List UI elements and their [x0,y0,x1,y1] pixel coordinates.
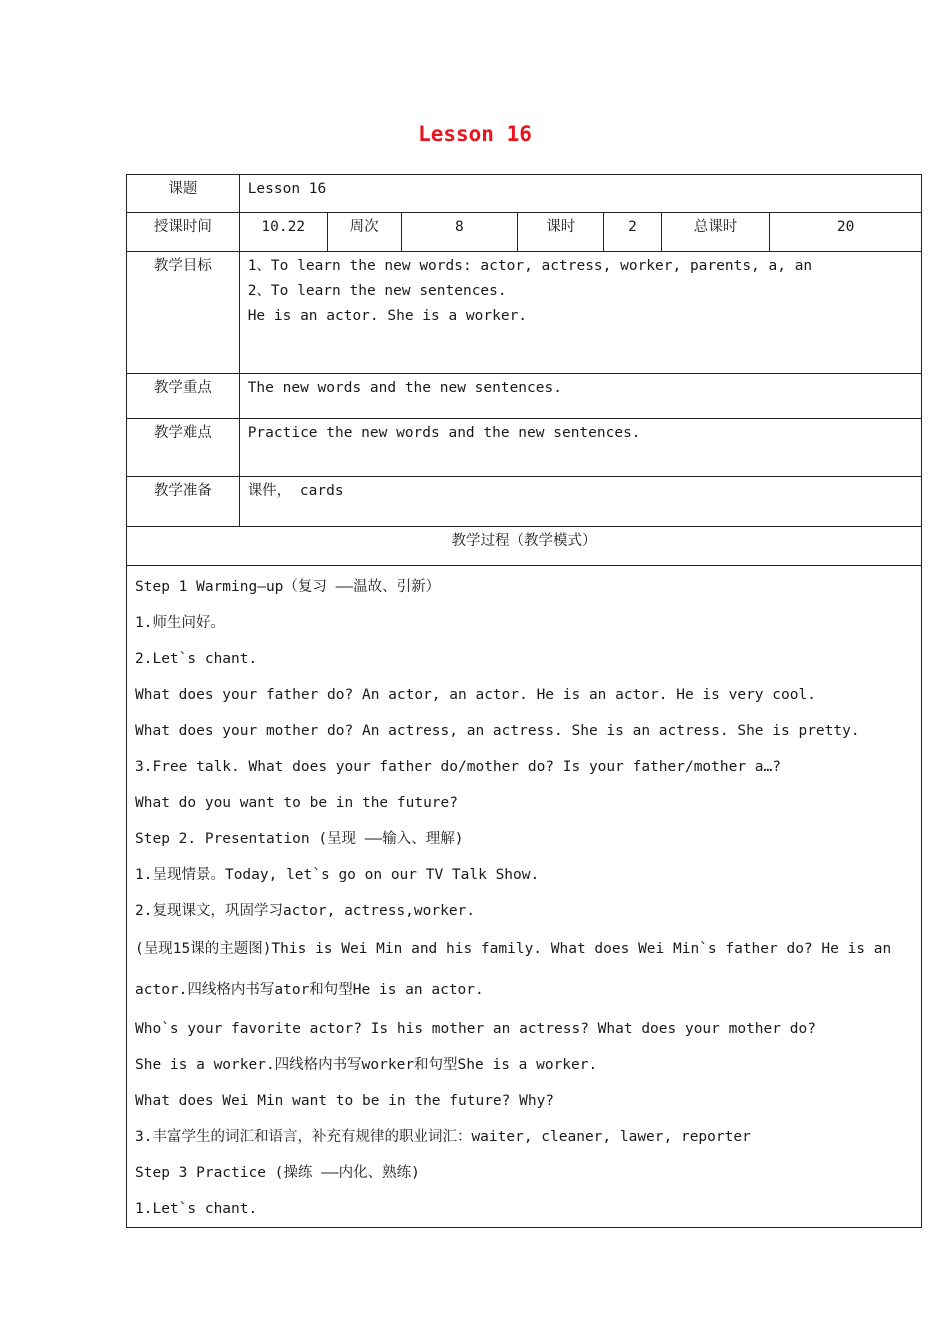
process-line: 3.丰富学生的词汇和语言，补充有规律的职业词汇：waiter, cleaner, lawer, reporter [135,1129,751,1145]
time-value: 10.22 [239,213,327,252]
week-value: 8 [401,213,518,252]
preparation-value: 课件， cards [239,477,921,527]
process-header-row [127,527,922,566]
document-title: Lesson 16 [418,122,532,146]
difficulty-label: 教学难点 [127,419,240,477]
total-label: 总课时 [661,213,770,252]
process-line: Step 3 Practice (操练 ——内化、熟练) [135,1165,420,1181]
objectives-label: 教学目标 [127,252,240,374]
topic-label: 课题 [127,175,240,213]
process-line: 1.Let`s chant. [135,1201,258,1217]
process-line: 1.呈现情景。Today, let`s go on our TV Talk Show. [135,867,540,883]
week-label: 周次 [327,213,401,252]
process-line: Step 2. Presentation (呈现 ——输入、理解) [135,831,464,847]
difficulty-row [127,419,922,477]
objectives-value [239,252,921,374]
topic-row [127,175,922,213]
total-value: 20 [770,213,922,252]
preparation-row [127,477,922,527]
process-content [127,566,922,1228]
topic-value: Lesson 16 [239,175,921,213]
process-line: 2.Let`s chant. [135,651,258,667]
process-line: She is a worker.四线格内书写worker和句型She is a worker. [135,1057,598,1073]
key-points-label: 教学重点 [127,374,240,419]
difficulty-value: Practice the new words and the new sentences. [239,419,921,477]
process-line: What does your father do? An actor, an actor. He is an actor. He is very cool. [135,687,816,703]
process-line: Step 1 Warming—up（复习 ——温故、引新） [135,579,441,595]
preparation-label: 教学准备 [127,477,240,527]
key-points-row [127,374,922,419]
objective-line: 2、To learn the new sentences. [247,283,507,299]
objectives-row [127,252,922,374]
time-label: 授课时间 [127,213,240,252]
process-line: (呈现15课的主题图)This is Wei Min and his family. What does Wei Min`s father do? He is an actor.四线格内书写ator和句型He is an actor. [135,941,892,998]
process-line: What do you want to be in the future? [135,795,459,811]
process-line: 1.师生问好。 [135,615,225,631]
period-label: 课时 [518,213,604,252]
process-line: Who`s your favorite actor? Is his mother an actress? What does your mother do? [135,1021,816,1037]
process-line: What does Wei Min want to be in the future? Why? [135,1093,555,1109]
process-line: 3.Free talk. What does your father do/mother do? Is your father/mother a…? [135,759,782,775]
objective-line: 1、To learn the new words: actor, actress, worker, parents, a, an [247,258,813,274]
schedule-row [127,213,922,252]
lesson-plan-table [126,174,922,1228]
process-header: 教学过程（教学模式） [127,527,922,566]
objective-line: He is an actor. She is a worker. [247,308,528,324]
process-line: What does your mother do? An actress, an actress. She is an actress. She is pretty. [135,723,860,739]
process-line: 2.复现课文，巩固学习actor, actress,worker. [135,903,476,919]
period-value: 2 [604,213,661,252]
key-points-value: The new words and the new sentences. [239,374,921,419]
process-row [127,566,922,1228]
